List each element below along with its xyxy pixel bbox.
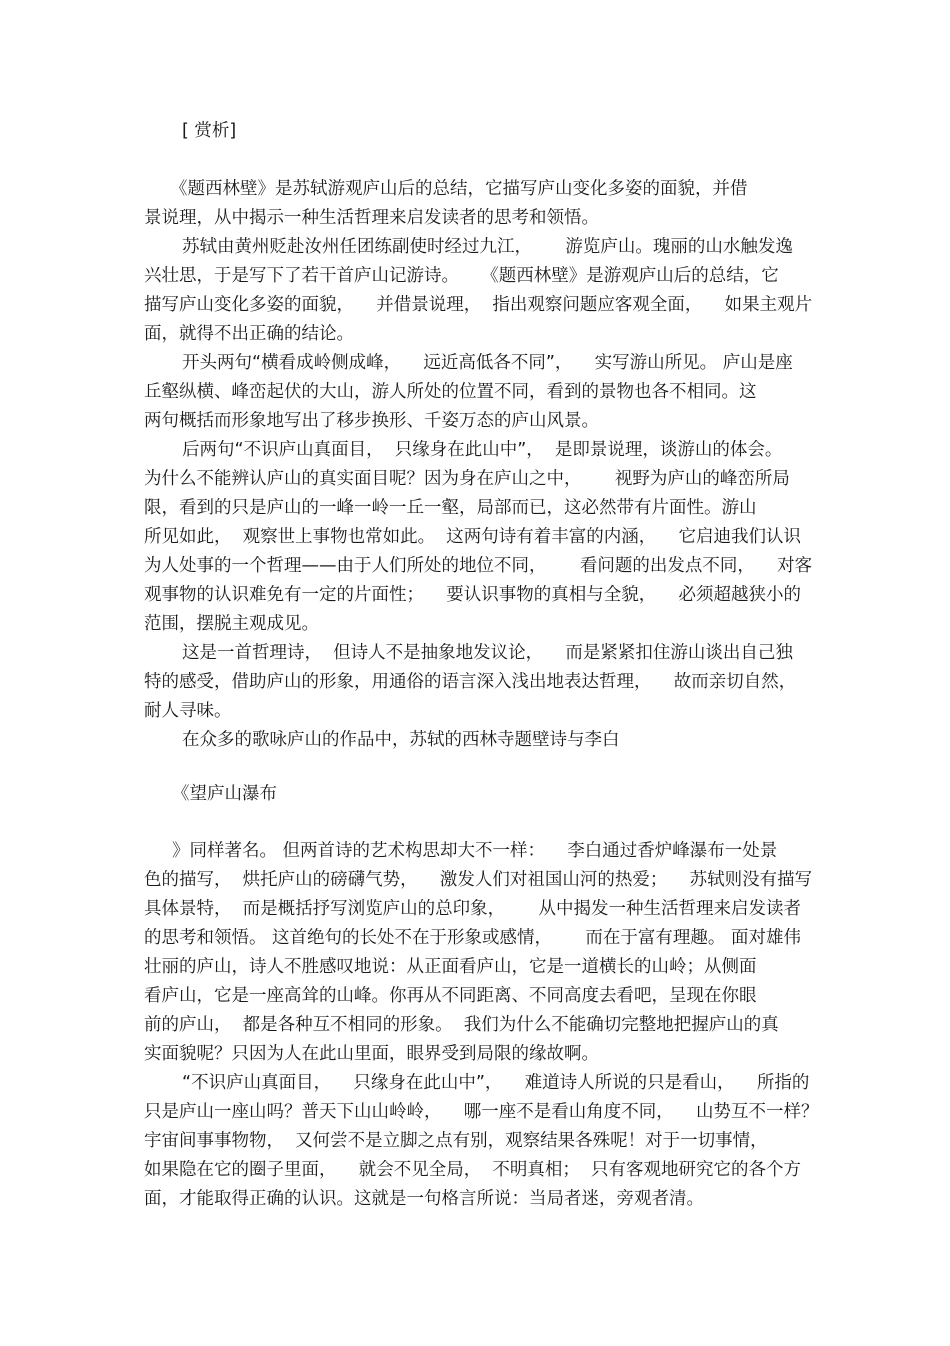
text-line: 前的庐山， 都是各种互不相同的形象。 我们为什么不能确切完整地把握庐山的真 — [144, 1015, 779, 1035]
section-heading: [ 赏析] — [182, 121, 237, 141]
text-line: 这是一首哲理诗， 但诗人不是抽象地发议论， 而是紧紧扣住游山谈出自己独 — [182, 643, 793, 663]
text-line: 范围，摆脱主观成见。 — [144, 614, 319, 634]
text-line: 兴壮思，于是写下了若干首庐山记游诗。 《题西林壁》是游观庐山后的总结，它 — [144, 266, 779, 286]
text-line: 面，才能取得正确的认识。这就是一句格言所说：当局者迷，旁观者清。 — [144, 1189, 704, 1209]
text-line: 《望庐山瀑布 — [172, 784, 277, 804]
text-line: 只是庐山一座山吗？普天下山山岭岭， 哪一座不是看山角度不同， 山势互不一样？ — [144, 1102, 819, 1122]
text-line: 苏轼由黄州贬赴汝州任团练副使时经过九江， 游览庐山。瑰丽的山水触发逸 — [182, 237, 793, 257]
text-line: 描写庐山变化多姿的面貌， 并借景说理， 指出观察问题应客观全面， 如果主观片 — [144, 295, 813, 315]
text-line: 具体景特， 而是概括抒写浏览庐山的总印象， 从中揭发一种生活哲理来启发读者 — [144, 899, 801, 919]
text-line: 为人处事的一个哲理——由于人们所处的地位不同， 看问题的出发点不同， 对客 — [144, 556, 813, 576]
text-line: 观事物的认识难免有一定的片面性； 要认识事物的真相与全貌， 必须超越狭小的 — [144, 585, 801, 605]
text-line: 景说理，从中揭示一种生活哲理来启发读者的思考和领悟。 — [144, 208, 599, 228]
text-line: 后两句“不识庐山真面目， 只缘身在此山中”， 是即景说理，谈游山的体会。 — [182, 440, 783, 460]
text-line: 特的感受，借助庐山的形象，用通俗的语言深入浅出地表达哲理， 故而亲切自然， — [144, 672, 797, 692]
text-line: 两句概括而形象地写出了移步换形、千姿万态的庐山风景。 — [144, 411, 599, 431]
text-line: 为什么不能辨认庐山的真实面目呢？因为身在庐山之中， 视野为庐山的峰峦所局 — [144, 469, 790, 489]
text-line: 如果隐在它的圈子里面， 就会不见全局， 不明真相； 只有客观地研究它的各个方 — [144, 1160, 801, 1180]
text-line: 耐人寻味。 — [144, 701, 232, 721]
text-line: 的思考和领悟。 这首绝句的长处不在于形象或感情， 而在于富有理趣。 面对雄伟 — [144, 928, 801, 948]
text-line: 限，看到的只是庐山的一峰一岭一丘一壑，局部而已，这必然带有片面性。游山 — [144, 498, 757, 518]
text-line: 面，就得不出正确的结论。 — [144, 324, 354, 344]
text-line: 色的描写， 烘托庐山的磅礴气势， 激发人们对祖国山河的热爱； 苏轼则没有描写 — [144, 870, 813, 890]
text-line: 丘壑纵横、峰峦起伏的大山，游人所处的位置不同，看到的景物也各不相同。这 — [144, 382, 757, 402]
text-line: 开头两句“横看成岭侧成峰， 远近高低各不同”， 实写游山所见。 庐山是座 — [182, 353, 793, 373]
text-line: 实面貌呢？只因为人在此山里面，眼界受到局限的缘故啊。 — [144, 1044, 599, 1064]
text-line: 壮丽的庐山，诗人不胜感叹地说：从正面看庐山，它是一道横长的山岭；从侧面 — [144, 957, 757, 977]
text-line: 《题西林壁》是苏轼游观庐山后的总结，它描写庐山变化多姿的面貌，并借 — [170, 179, 748, 199]
text-line: 》同样著名。 但两首诗的艺术构思却大不一样： 李白通过香炉峰瀑布一处景 — [172, 841, 778, 861]
text-line: “不识庐山真面目， 只缘身在此山中”， 难道诗人所说的只是看山， 所指的 — [182, 1073, 810, 1093]
text-line: 看庐山，它是一座高耸的山峰。你再从不同距离、不同高度去看吧，呈现在你眼 — [144, 986, 757, 1006]
text-line: 在众多的歌咏庐山的作品中，苏轼的西林寺题壁诗与李白 — [182, 730, 620, 750]
text-line: 所见如此， 观察世上事物也常如此。 这两句诗有着丰富的内涵， 它启迪我们认识 — [144, 527, 801, 547]
text-line: 宇宙间事事物物， 又何尝不是立脚之点有别，观察结果各殊呢！对于一切事情， — [144, 1131, 768, 1151]
